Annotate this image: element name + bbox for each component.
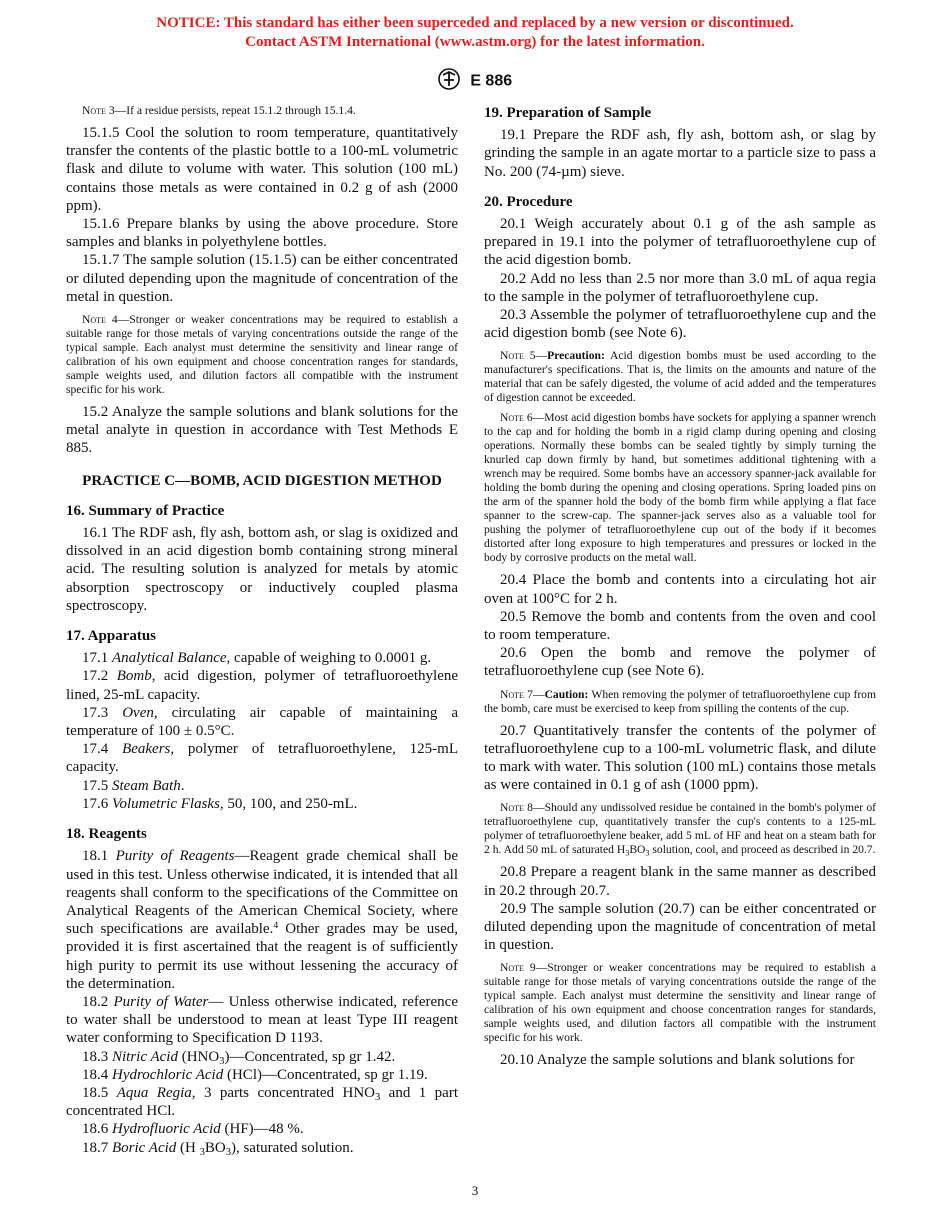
para-20-4: 20.4 Place the bomb and contents into a circulating hot air oven at 100°C for 2 h. — [484, 572, 876, 607]
para-20-1: 20.1 Weigh accurately about 0.1 g of the ash sample as prepared in 19.1 into the polymer of tetrafluoroethylene cup of the acid digestion bomb. — [484, 216, 876, 269]
para-17-4: 17.4 Beakers, polymer of tetrafluoroethylene, 125-mL capacity. — [66, 741, 459, 776]
note-5: Note 5—Precaution: Acid digestion bombs must be used according to the manufacturer's specifications. That is, the limits on the amounts and nature of the material that can be safely digested, the volume of acid added and the temperatures of digestion cannot be exceeded. — [484, 349, 876, 405]
para-18-5: 18.5 Aqua Regia, 3 parts concentrated $HNO_3$ and 1 part concentrated HCl. — [66, 1084, 459, 1120]
para-17-5: 17.5 Steam Bath. — [82, 777, 185, 794]
section-17-heading: 17. Apparatus — [66, 628, 157, 645]
note-8: Note 8—Should any undissolved residue be contained in the bomb's polymer of tetrafluoroethylene cup, quantitatively transfer the cup's contents to a 125-mL polymer of tetrafluoroethylene beaker, add 5 mL of HF and heat on a steam bath for 2 h. Add 50 mL of saturated $H_3BO_3$ solution, cool, and proceed as described in 20.7. — [484, 801, 876, 858]
para-20-3: 20.3 Assemble the polymer of tetrafluoroethylene cup and the acid digestion bomb (see Note 6). — [484, 307, 876, 342]
para-18-4: 18.4 Hydrochloric Acid (HCl)—Concentrated, sp gr 1.19. — [82, 1066, 428, 1083]
para-20-9: 20.9 The sample solution (20.7) can be either concentrated or diluted depending upon the magnitude of concentration of metal in question. — [484, 900, 876, 954]
para-18-2: 18.2 Purity of Water— Unless otherwise indicated, reference to water shall be understood to mean at least Type III reagent water conforming to Specification D 1193. — [66, 993, 458, 1047]
para-20-8: 20.8 Prepare a reagent blank in the same manner as described in 20.2 through 20.7. — [484, 864, 876, 899]
note-6: Note 6—Most acid digestion bombs have sockets for applying a spanner wrench to the cap and for holding the bomb in a rigid clamp during opening and closing operations. Normally these bombs can be sealed tightly by simply turning the knurled cap down firmly by hand, but sometimes additional tightening with a wrench may be required. Some bombs have an accessory spanner-jack available for holding the bomb during the opening and closing operations. Spring loaded pins on the arm of the spanner hold the body of the bomb firm while applying a flat face spanner to the screw-cap. The spanner-jack serves also as a valuable tool for pushing the polymer of tetrafluoroethylene cup out of the body if it becomes distorted after long exposure to high temperatures and pressures or locked in the body by corrosive products on the metal wall. — [484, 411, 876, 565]
note-7: Note 7—Caution: When removing the polymer of tetrafluoroethylene cup from the bomb, care must be exercised to keep from spilling the contents of the cup. — [484, 687, 876, 715]
para-19-1: 19.1 Prepare the RDF ash, fly ash, bottom ash, or slag by grinding the sample in an agate mortar to a particle size to pass a No. 200 (74-µm) sieve. — [484, 127, 876, 180]
para-20-2: 20.2 Add no less than 2.5 nor more than 3.0 mL of aqua regia to the sample in the polymer of tetrafluoroethylene cup. — [484, 270, 876, 305]
left-column — [66, 104, 458, 1157]
page-header — [0, 68, 950, 95]
right-column — [484, 104, 876, 1070]
note-3: Note 3—If a residue persists, repeat 15.1.2 through 15.1.4. — [82, 104, 356, 117]
para-17-1: 17.1 Analytical Balance, capable of weighing to 0.0001 g. — [82, 650, 432, 667]
astm-logo-icon — [438, 68, 460, 95]
para-17-2: 17.2 Bomb, acid digestion, polymer of tetrafluoroethylene lined, 25-mL capacity. — [66, 668, 459, 703]
note-9: Note 9—Stronger or weaker concentrations may be required to establish a suitable range for those metals of varying concentrations outside the range of the typical sample. Each analyst must determine the sensitivity and linear range of calibration of his own equipment and choose concentration ranges for standards, sample weights used, and dilution factors all compatible with the instrument specific for his work. — [484, 961, 876, 1045]
note-4: Note 4—Stronger or weaker concentrations may be required to establish a suitable range for those metals of varying concentrations outside the range of the typical sample. Each analyst must determine the sensitivity and linear range of calibration of his own equipment and choose concentration ranges for standards, sample weights used, and dilution factors all compatible with the instrument specific for his work. — [66, 313, 458, 397]
page-number: 3 — [471, 1183, 479, 1198]
para-20-7: 20.7 Quantitatively transfer the contents of the polymer of tetrafluoroethylene cup to a 100-mL volumetric flask, and dilute to mark with water. This solution (100 mL) contains those metals as were contained in 0.1 g of ash (1000 ppm). — [484, 722, 876, 794]
notice-line-2: Contact ASTM International (www.astm.org) for the latest information. — [245, 34, 705, 50]
practice-c-heading: PRACTICE C—BOMB, ACID DIGESTION METHOD — [82, 472, 442, 489]
section-16-heading: 16. Summary of Practice — [66, 502, 225, 519]
para-15-2: 15.2 Analyze the sample solutions and blank solutions for the metal analyte in question in accordance with Test Methods E 885. — [66, 404, 458, 457]
notice-banner — [0, 14, 950, 52]
designation: E 886 — [470, 72, 513, 90]
section-18-heading: 18. Reagents — [66, 826, 147, 843]
notice-line-1: NOTICE: This standard has either been superceded and replaced by a new version or discontinued. — [156, 15, 794, 31]
section-19-heading: 19. Preparation of Sample — [484, 105, 652, 121]
para-15-1-7: 15.1.7 The sample solution (15.1.5) can be either concentrated or diluted depending upon the magnitude of concentration of the metal in question. — [66, 252, 458, 305]
para-18-3: 18.3 Nitric Acid $(HNO_3)—Concentrated$, sp gr 1.42. — [82, 1048, 396, 1067]
para-15-1-6: 15.1.6 Prepare blanks by using the above procedure. Store samples and blanks in polyethylene bottles. — [66, 216, 458, 251]
para-20-6: 20.6 Open the bomb and remove the polymer of tetrafluoroethylene cup (see Note 6). — [484, 645, 876, 680]
para-18-7: 18.7 Boric Acid (H $_3BO_3$), saturated solution. — [82, 1139, 354, 1158]
para-17-3: 17.3 Oven, circulating air capable of maintaining a temperature of 100 ± 0.5°C. — [66, 704, 458, 740]
para-18-6: 18.6 Hydrofluoric Acid (HF)—48 %. — [82, 1121, 304, 1138]
section-20-heading: 20. Procedure — [484, 193, 573, 210]
para-16-1: 16.1 The RDF ash, fly ash, bottom ash, or slag is oxidized and dissolved in an acid digestion bomb containing strong mineral acid. The resulting solution is analyzed for metals by atomic absorption spectroscopy or inductively coupled plasma spectroscopy. — [66, 525, 458, 614]
para-17-6: 17.6 Volumetric Flasks, 50, 100, and 250-mL. — [82, 795, 358, 812]
para-18-1: 18.1 Purity of Reagents—Reagent grade chemical shall be used in this test. Unless otherwise indicated, it is intended that all reagents shall conform to the specifications of the Committee on Analytical Reagents of the American Chemical Society, where such specifications are available.$^4$ Other grades may be used, provided it is first ascertained that the reagent is of sufficiently high purity to permit its use without lessening the accuracy of the determination. — [66, 848, 459, 992]
para-20-5: 20.5 Remove the bomb and contents from the oven and cool to room temperature. — [484, 608, 876, 644]
para-15-1-5: 15.1.5 Cool the solution to room temperature, quantitatively transfer the contents of the plastic bottle to a 100-mL volumetric flask and dilute to volume with water. This solution (100 mL) contains those metals as were contained in 0.2 g of ash (2000 ppm). — [66, 125, 458, 214]
para-20-10: 20.10 Analyze the sample solutions and blank solutions for — [500, 1052, 855, 1069]
